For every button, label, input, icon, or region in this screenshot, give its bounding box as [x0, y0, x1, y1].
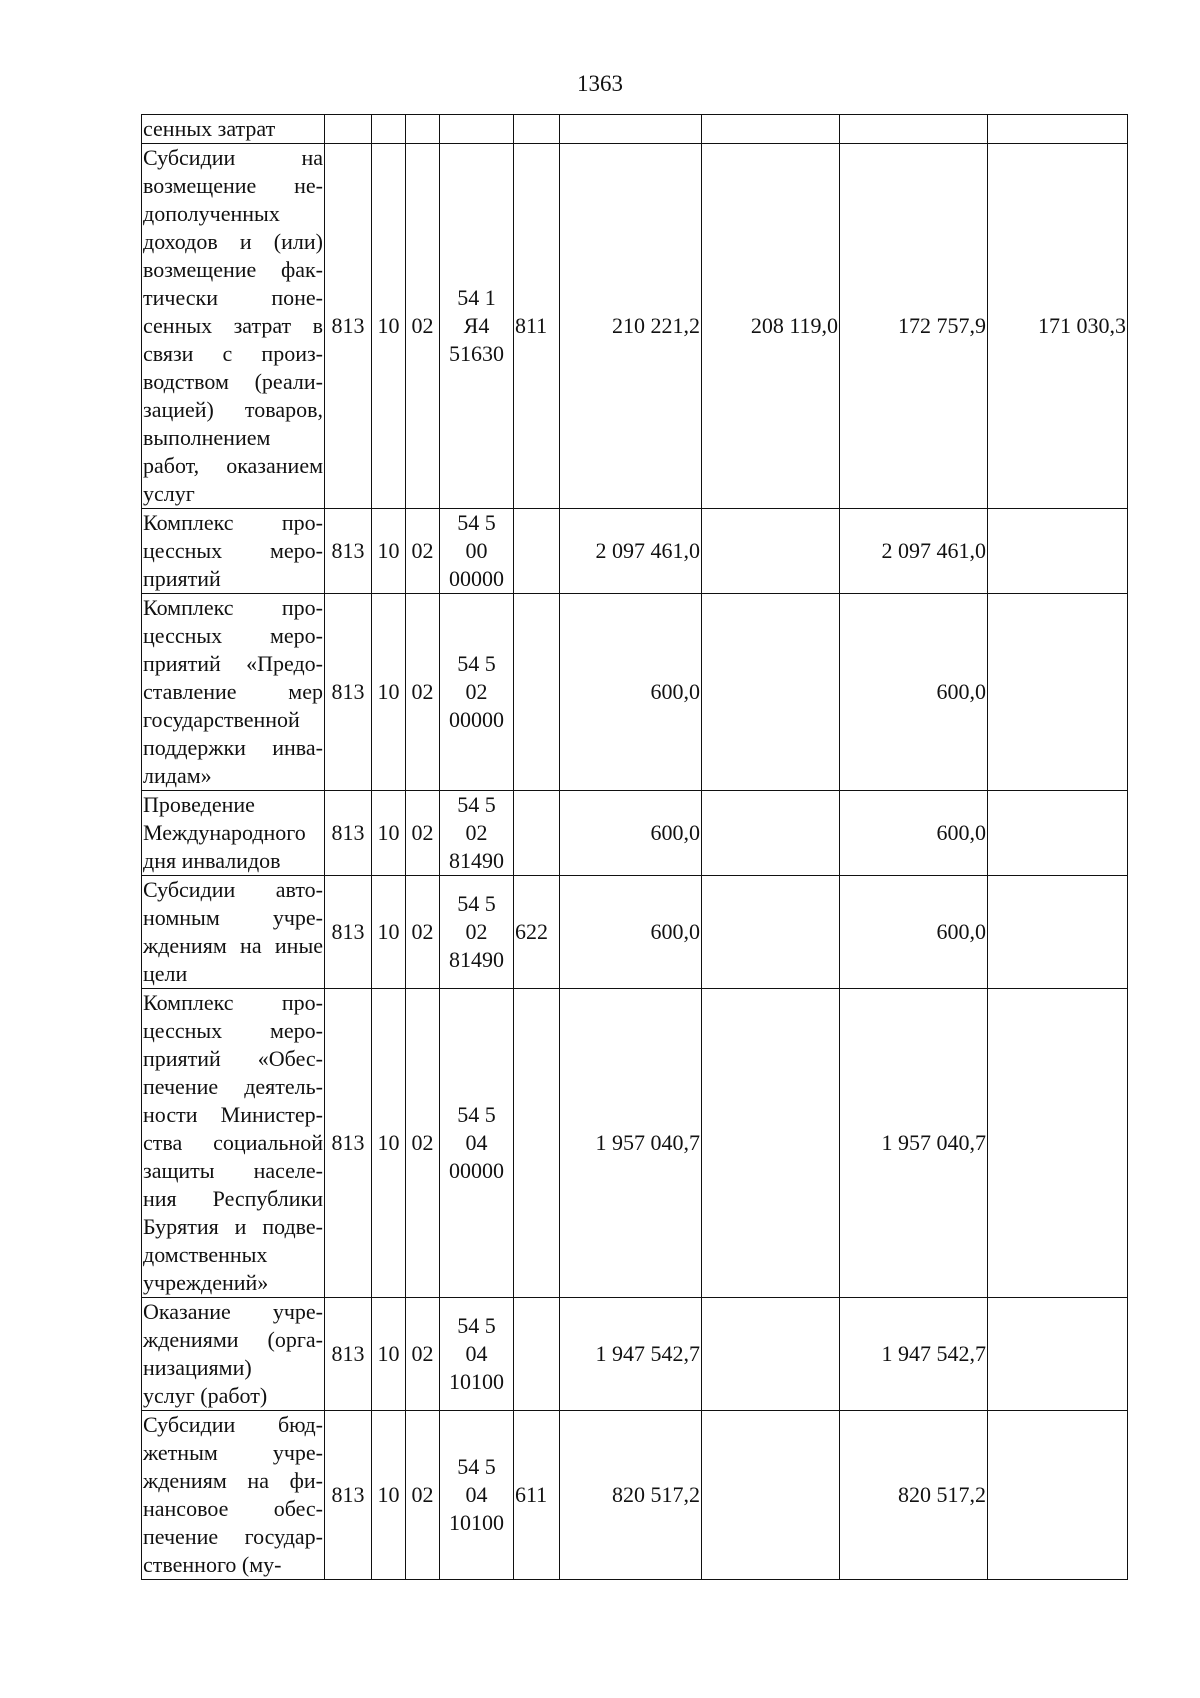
- cell-section-code: 10: [372, 509, 406, 594]
- cell-target-article-code: [440, 115, 514, 144]
- cell-grbs-code: 813: [325, 1411, 372, 1580]
- cell-amount-4: [988, 876, 1128, 989]
- item-name-line: защиты населе-: [143, 1158, 323, 1183]
- cell-amount-3: 1 947 542,7: [840, 1298, 988, 1411]
- table-body: [142, 115, 1128, 1580]
- budget-table: [141, 114, 1128, 1580]
- target-article-code-line: Я4: [463, 313, 490, 338]
- page-number: 1363: [577, 71, 623, 96]
- cell-amount-4: [988, 989, 1128, 1298]
- cell-item-name: [142, 509, 325, 594]
- item-name-line: сенных затрат: [143, 116, 276, 141]
- cell-amount-4: [988, 115, 1128, 144]
- target-article-code-line: 54 5: [457, 891, 496, 916]
- cell-amount-4: [988, 1298, 1128, 1411]
- cell-expense-type-code: [514, 1298, 560, 1411]
- cell-target-article-code: [440, 1298, 514, 1411]
- item-name-line: Комплекс про-: [143, 595, 323, 620]
- item-name-line: Комплекс про-: [143, 990, 323, 1015]
- cell-subsection-code: 02: [406, 876, 440, 989]
- cell-item-name: [142, 1298, 325, 1411]
- item-name-line: поддержки инва-: [143, 735, 323, 760]
- cell-amount-3: 600,0: [840, 876, 988, 989]
- cell-grbs-code: 813: [325, 1298, 372, 1411]
- item-name-line: сенных затрат в: [143, 313, 323, 338]
- table-row: [142, 144, 1128, 509]
- table-row: [142, 989, 1128, 1298]
- target-article-code-line: 02: [465, 820, 488, 845]
- item-name-line: Комплекс про-: [143, 510, 323, 535]
- cell-amount-4: 171 030,3: [988, 144, 1128, 509]
- target-article-code-line: 00: [465, 538, 488, 563]
- target-article-code-line: 54 1: [457, 285, 496, 310]
- cell-subsection-code: 02: [406, 1411, 440, 1580]
- table-row: [142, 594, 1128, 791]
- item-name-line: Оказание учре-: [143, 1299, 323, 1324]
- cell-amount-3: 600,0: [840, 594, 988, 791]
- item-name-line: Международного: [143, 820, 306, 845]
- cell-amount-2: [702, 1411, 840, 1580]
- item-name-line: приятий: [143, 566, 221, 591]
- cell-target-article-code: [440, 791, 514, 876]
- item-name-line: цессных меро-: [143, 623, 323, 648]
- cell-item-name: [142, 791, 325, 876]
- target-article-code-line: 10100: [449, 1510, 504, 1535]
- item-name-line: приятий «Обес-: [143, 1046, 323, 1071]
- cell-amount-4: [988, 791, 1128, 876]
- cell-expense-type-code: [514, 989, 560, 1298]
- cell-amount-3: 600,0: [840, 791, 988, 876]
- item-name-line: ждениями (орга-: [143, 1327, 323, 1352]
- cell-subsection-code: 02: [406, 144, 440, 509]
- item-name-line: Бурятия и подве-: [143, 1214, 323, 1239]
- cell-grbs-code: 813: [325, 509, 372, 594]
- item-name-line: печение государ-: [143, 1524, 323, 1549]
- cell-amount-4: [988, 594, 1128, 791]
- cell-grbs-code: 813: [325, 791, 372, 876]
- cell-subsection-code: 02: [406, 509, 440, 594]
- item-name-line: Субсидии бюд-: [143, 1412, 323, 1437]
- item-name-line: услуг: [143, 481, 195, 506]
- cell-section-code: [372, 115, 406, 144]
- item-name-line: Субсидии авто-: [143, 877, 323, 902]
- cell-amount-2: [702, 1298, 840, 1411]
- cell-amount-2: [702, 989, 840, 1298]
- cell-amount-1: 600,0: [560, 876, 702, 989]
- item-name-line: услуг (работ): [143, 1383, 268, 1408]
- target-article-code-line: 54 5: [457, 651, 496, 676]
- item-name-line: связи с произ-: [143, 341, 323, 366]
- cell-item-name: [142, 144, 325, 509]
- cell-section-code: 10: [372, 1411, 406, 1580]
- cell-expense-type-code: 811: [514, 144, 560, 509]
- cell-amount-2: 208 119,0: [702, 144, 840, 509]
- cell-amount-3: [840, 115, 988, 144]
- cell-target-article-code: [440, 144, 514, 509]
- cell-amount-1: 2 097 461,0: [560, 509, 702, 594]
- cell-amount-4: [988, 509, 1128, 594]
- cell-amount-2: [702, 509, 840, 594]
- item-name-line: жетным учре-: [143, 1440, 323, 1465]
- target-article-code-line: 02: [465, 679, 488, 704]
- cell-amount-1: 1 957 040,7: [560, 989, 702, 1298]
- cell-section-code: 10: [372, 594, 406, 791]
- table-row: [142, 876, 1128, 989]
- cell-subsection-code: 02: [406, 989, 440, 1298]
- cell-section-code: 10: [372, 144, 406, 509]
- target-article-code-line: 51630: [449, 341, 504, 366]
- cell-target-article-code: [440, 509, 514, 594]
- cell-amount-1: [560, 115, 702, 144]
- item-name-line: ства социальной: [143, 1130, 323, 1155]
- target-article-code-line: 54 5: [457, 1313, 496, 1338]
- item-name-line: приятий «Предо-: [143, 651, 323, 676]
- target-article-code-line: 54 5: [457, 792, 496, 817]
- cell-item-name: [142, 594, 325, 791]
- cell-item-name: [142, 1411, 325, 1580]
- target-article-code-line: 10100: [449, 1369, 504, 1394]
- item-name-line: государственной: [143, 707, 300, 732]
- cell-subsection-code: 02: [406, 594, 440, 791]
- cell-item-name: [142, 115, 325, 144]
- cell-grbs-code: 813: [325, 989, 372, 1298]
- item-name-line: Субсидии на: [143, 145, 323, 170]
- cell-grbs-code: 813: [325, 876, 372, 989]
- target-article-code-line: 54 5: [457, 1102, 496, 1127]
- item-name-line: цели: [143, 961, 188, 986]
- cell-section-code: 10: [372, 876, 406, 989]
- item-name-line: дополученных: [143, 201, 280, 226]
- item-name-line: нансовое обес-: [143, 1496, 323, 1521]
- target-article-code-line: 81490: [449, 947, 504, 972]
- cell-section-code: 10: [372, 989, 406, 1298]
- cell-subsection-code: 02: [406, 791, 440, 876]
- item-name-line: ственного (му-: [143, 1552, 282, 1577]
- cell-subsection-code: [406, 115, 440, 144]
- item-name-line: цессных меро-: [143, 1018, 323, 1043]
- item-name-line: зацией) товаров,: [143, 397, 323, 422]
- target-article-code-line: 00000: [449, 707, 504, 732]
- cell-amount-2: [702, 876, 840, 989]
- target-article-code-line: 00000: [449, 566, 504, 591]
- target-article-code-line: 54 5: [457, 510, 496, 535]
- item-name-line: дня инвалидов: [143, 848, 281, 873]
- item-name-line: номным учре-: [143, 905, 323, 930]
- cell-amount-1: 820 517,2: [560, 1411, 702, 1580]
- cell-amount-3: 2 097 461,0: [840, 509, 988, 594]
- cell-amount-3: 1 957 040,7: [840, 989, 988, 1298]
- cell-item-name: [142, 876, 325, 989]
- item-name-line: доходов и (или): [143, 229, 323, 254]
- cell-grbs-code: 813: [325, 144, 372, 509]
- cell-target-article-code: [440, 989, 514, 1298]
- cell-amount-1: 600,0: [560, 791, 702, 876]
- cell-amount-4: [988, 1411, 1128, 1580]
- item-name-line: домственных: [143, 1242, 268, 1267]
- target-article-code-line: 04: [465, 1130, 488, 1155]
- item-name-line: тически поне-: [143, 285, 323, 310]
- cell-amount-3: 172 757,9: [840, 144, 988, 509]
- cell-target-article-code: [440, 876, 514, 989]
- item-name-line: Проведение: [143, 792, 255, 817]
- cell-amount-2: [702, 115, 840, 144]
- item-name-line: выполнением: [143, 425, 271, 450]
- item-name-line: низациями): [143, 1355, 252, 1380]
- cell-expense-type-code: 611: [514, 1411, 560, 1580]
- item-name-line: водством (реали-: [143, 369, 323, 394]
- cell-amount-2: [702, 594, 840, 791]
- table-row: [142, 115, 1128, 144]
- target-article-code-line: 81490: [449, 848, 504, 873]
- cell-grbs-code: 813: [325, 594, 372, 791]
- table-row: [142, 1298, 1128, 1411]
- cell-amount-3: 820 517,2: [840, 1411, 988, 1580]
- cell-expense-type-code: 622: [514, 876, 560, 989]
- table-row: [142, 509, 1128, 594]
- item-name-line: ния Республики: [143, 1186, 323, 1211]
- cell-expense-type-code: [514, 115, 560, 144]
- cell-expense-type-code: [514, 791, 560, 876]
- item-name-line: печение деятель-: [143, 1074, 323, 1099]
- target-article-code-line: 02: [465, 919, 488, 944]
- target-article-code-line: 54 5: [457, 1454, 496, 1479]
- cell-grbs-code: [325, 115, 372, 144]
- item-name-line: ности Министер-: [143, 1102, 323, 1127]
- cell-section-code: 10: [372, 791, 406, 876]
- cell-amount-1: 600,0: [560, 594, 702, 791]
- item-name-line: ждениям на фи-: [143, 1468, 323, 1493]
- target-article-code-line: 00000: [449, 1158, 504, 1183]
- table-row: [142, 791, 1128, 876]
- table-row: [142, 1411, 1128, 1580]
- item-name-line: цессных меро-: [143, 538, 323, 563]
- cell-subsection-code: 02: [406, 1298, 440, 1411]
- cell-amount-1: 1 947 542,7: [560, 1298, 702, 1411]
- cell-expense-type-code: [514, 594, 560, 791]
- item-name-line: учреждений»: [143, 1270, 269, 1295]
- target-article-code-line: 04: [465, 1341, 488, 1366]
- cell-expense-type-code: [514, 509, 560, 594]
- cell-section-code: 10: [372, 1298, 406, 1411]
- cell-item-name: [142, 989, 325, 1298]
- cell-amount-2: [702, 791, 840, 876]
- cell-target-article-code: [440, 594, 514, 791]
- cell-target-article-code: [440, 1411, 514, 1580]
- item-name-line: возмещение фак-: [143, 257, 323, 282]
- item-name-line: возмещение не-: [143, 173, 323, 198]
- target-article-code-line: 04: [465, 1482, 488, 1507]
- cell-amount-1: 210 221,2: [560, 144, 702, 509]
- item-name-line: ждениям на иные: [143, 933, 323, 958]
- item-name-line: лидам»: [143, 763, 212, 788]
- item-name-line: ставление мер: [143, 679, 323, 704]
- item-name-line: работ, оказанием: [143, 453, 323, 478]
